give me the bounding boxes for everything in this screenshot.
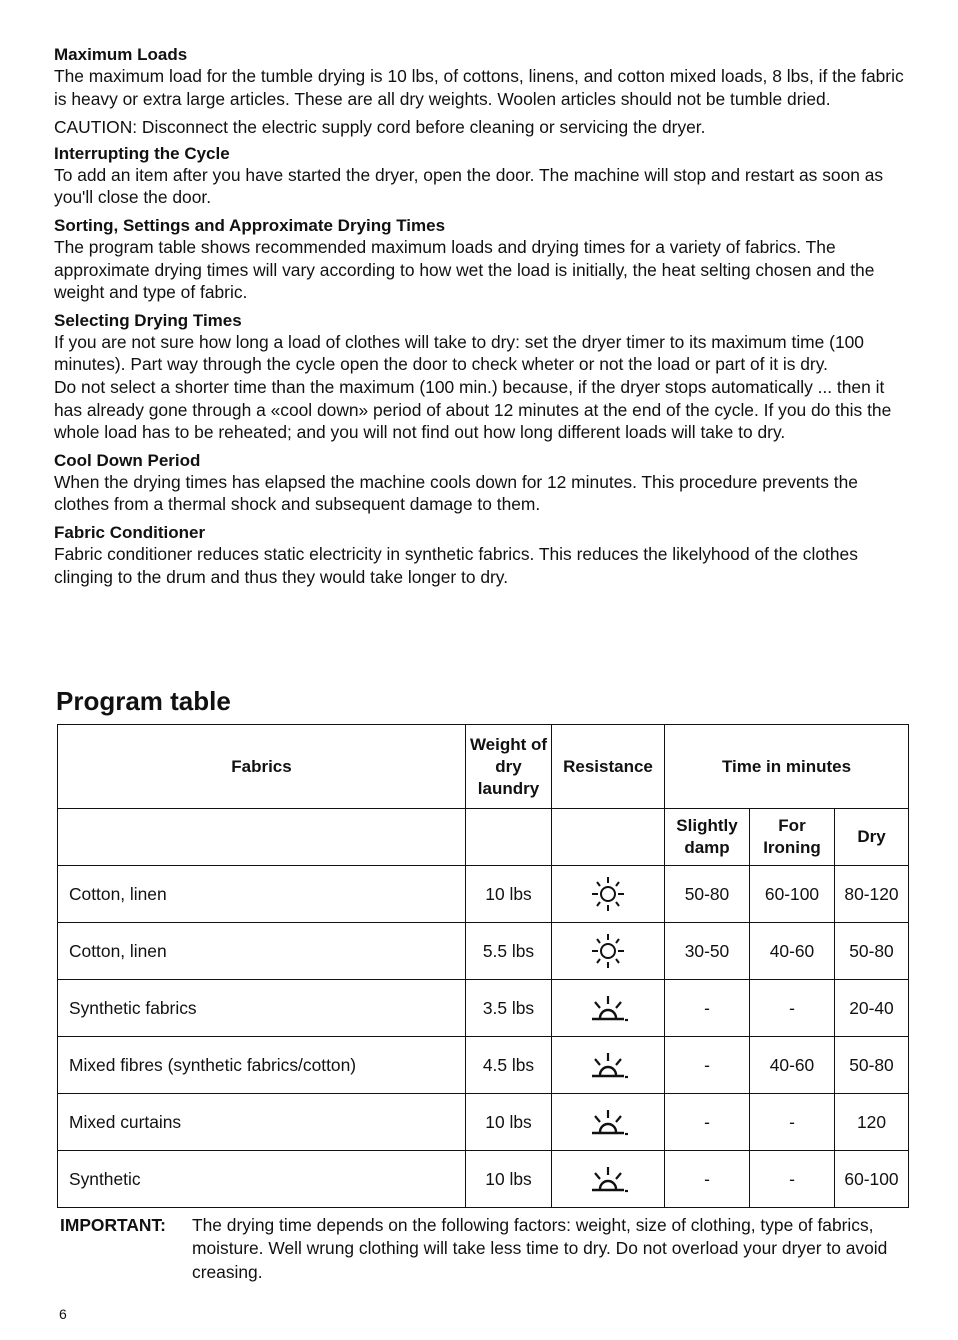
cell-dry: 80-120 xyxy=(835,866,909,923)
cell-for-ironing: 40-60 xyxy=(750,923,835,980)
subheader-empty xyxy=(58,809,466,866)
cell-fabric: Synthetic xyxy=(58,1151,466,1208)
section-heading: Fabric Conditioner xyxy=(54,522,206,542)
cell-for-ironing: 60-100 xyxy=(750,866,835,923)
section-selecting xyxy=(54,310,906,444)
section-fabric-conditioner xyxy=(54,522,906,588)
cell-for-ironing: - xyxy=(750,980,835,1037)
low-heat-icon xyxy=(586,1161,630,1197)
cell-weight: 5.5 lbs xyxy=(466,923,552,980)
section-text: The program table shows recommended maximum loads and drying times for a variety of fabrics. The approximate drying times will vary according to how wet the load is initially, the heat selting chosen and the weight and type of fabric. xyxy=(54,236,875,303)
cell-resistance xyxy=(552,980,665,1037)
table-row xyxy=(58,1037,909,1094)
section-sorting xyxy=(54,215,906,304)
high-heat-icon xyxy=(588,874,628,914)
header-time: Time in minutes xyxy=(665,725,909,809)
cell-slightly-damp: 50-80 xyxy=(665,866,750,923)
section-text: When the drying times has elapsed the machine cools down for 12 minutes. This procedure prevents the clothes from a thermal shock and subsequent damage to them. xyxy=(54,471,858,515)
cell-dry: 20-40 xyxy=(835,980,909,1037)
table-row xyxy=(58,923,909,980)
cell-slightly-damp: - xyxy=(665,980,750,1037)
cell-fabric: Cotton, linen xyxy=(58,866,466,923)
section-text: The maximum load for the tumble drying is 10 lbs, of cottons, linens, and cotton mixed loads, 8 lbs, if the fabric is heavy or extra large articles. These are all dry weights. Woolen articles should not be tumble dried. xyxy=(54,66,904,109)
important-label: IMPORTANT: xyxy=(60,1215,166,1235)
cell-dry: 50-80 xyxy=(835,1037,909,1094)
cell-slightly-damp: - xyxy=(665,1151,750,1208)
section-heading: Sorting, Settings and Approximate Drying Times xyxy=(54,215,446,235)
cell-resistance xyxy=(552,1037,665,1094)
program-table-title: Program table xyxy=(56,686,231,716)
section-heading: Cool Down Period xyxy=(54,450,201,470)
low-heat-icon xyxy=(586,1104,630,1140)
cell-fabric: Synthetic fabrics xyxy=(58,980,466,1037)
section-maximum-loads xyxy=(54,44,906,110)
cell-resistance xyxy=(552,923,665,980)
cell-resistance xyxy=(552,866,665,923)
section-heading: Maximum Loads xyxy=(54,45,188,64)
program-table xyxy=(57,724,909,1208)
cell-weight: 10 lbs xyxy=(466,1094,552,1151)
subheader-empty xyxy=(466,809,552,866)
cell-weight: 10 lbs xyxy=(466,866,552,923)
cell-fabric: Mixed fibres (synthetic fabrics/cotton) xyxy=(58,1037,466,1094)
section-text: If you are not sure how long a load of clothes will take to dry: set the dryer timer to its maximum time (100 minutes). Part way through the cycle open the door to check wheter or not the load or part of it is dry. xyxy=(54,331,864,375)
header-fabrics: Fabrics xyxy=(58,725,466,809)
table-row xyxy=(58,1151,909,1208)
cell-weight: 10 lbs xyxy=(466,1151,552,1208)
low-heat-icon xyxy=(586,990,630,1026)
cell-fabric: Mixed curtains xyxy=(58,1094,466,1151)
low-heat-icon xyxy=(586,1047,630,1083)
table-subheader-row xyxy=(58,809,909,866)
table-row xyxy=(58,866,909,923)
header-slightly-damp: Slightly damp xyxy=(665,809,750,866)
table-row xyxy=(58,980,909,1037)
high-heat-icon xyxy=(588,931,628,971)
text-body xyxy=(54,44,906,594)
section-heading: Selecting Drying Times xyxy=(54,310,242,330)
table-row xyxy=(58,1094,909,1151)
cell-slightly-damp: 30-50 xyxy=(665,923,750,980)
section-interrupting xyxy=(54,143,906,209)
subheader-empty xyxy=(552,809,665,866)
table-header-row xyxy=(58,725,909,809)
cell-dry: 120 xyxy=(835,1094,909,1151)
cell-slightly-damp: - xyxy=(665,1037,750,1094)
header-resistance: Resistance xyxy=(552,725,665,809)
section-text: To add an item after you have started the dryer, open the door. The machine will stop and restart as soon as you'll close the door. xyxy=(54,164,884,208)
important-text: The drying time depends on the following factors: weight, size of clothing, type of fabrics, moisture. Well wrung clothing will take less time to dry. Do not overload your dryer to avoid creasing. xyxy=(192,1215,888,1282)
caution-note xyxy=(54,116,906,139)
cell-weight: 3.5 lbs xyxy=(466,980,552,1037)
section-text: Fabric conditioner reduces static electricity in synthetic fabrics. This reduces the likelyhood of the clothes clinging to the drum and thus they would take longer to dry. xyxy=(54,543,858,587)
cell-resistance xyxy=(552,1151,665,1208)
cell-fabric: Cotton, linen xyxy=(58,923,466,980)
section-cool-down xyxy=(54,450,906,516)
important-note xyxy=(60,1214,912,1284)
caution-text: CAUTION: Disconnect the electric supply cord before cleaning or servicing the dryer. xyxy=(54,117,706,138)
cell-weight: 4.5 lbs xyxy=(466,1037,552,1094)
cell-resistance xyxy=(552,1094,665,1151)
cell-for-ironing: - xyxy=(750,1151,835,1208)
section-text: Do not select a shorter time than the maximum (100 min.) because, if the dryer stops automatically ... then it has already gone through a «cool down» period of about 12 minutes at the end of the cycle. If you do this the whole load has to be reheated; and you will not find out how long different loads will take to dry. xyxy=(54,376,892,443)
header-for-ironing: For Ironing xyxy=(750,809,835,866)
cell-for-ironing: 40-60 xyxy=(750,1037,835,1094)
cell-dry: 60-100 xyxy=(835,1151,909,1208)
section-heading: Interrupting the Cycle xyxy=(54,143,230,163)
cell-for-ironing: - xyxy=(750,1094,835,1151)
cell-slightly-damp: - xyxy=(665,1094,750,1151)
header-dry: Dry xyxy=(835,809,909,866)
cell-dry: 50-80 xyxy=(835,923,909,980)
header-weight: Weight of dry laundry xyxy=(466,725,552,809)
page-number: 6 xyxy=(59,1306,67,1322)
